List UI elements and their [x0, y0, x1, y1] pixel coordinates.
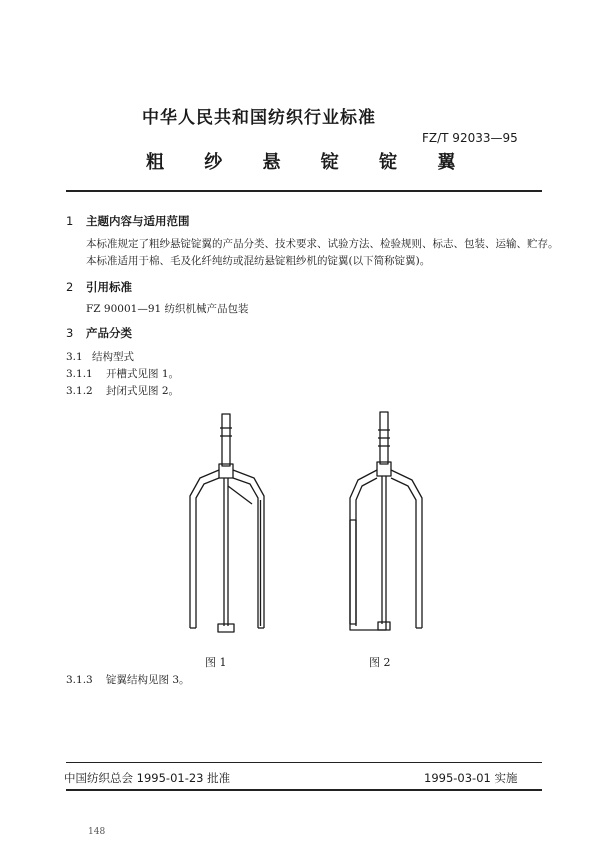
page-number: 148	[88, 827, 106, 837]
section-number: 1	[66, 214, 74, 228]
header-rule	[66, 190, 542, 192]
clause-3-1-1	[66, 366, 179, 381]
figure-1-open-slot-flyer	[170, 400, 300, 640]
paragraph: 本标准适用于棉、毛及化纤纯纺或混纺悬锭粗纱机的锭翼(以下简称锭翼)。	[86, 255, 431, 267]
section-title: 产品分类	[86, 326, 132, 340]
issuing-organization: 中华人民共和国纺织行业标准	[142, 108, 376, 128]
section-number: 2	[66, 280, 74, 294]
standard-code: FZ/T 92033—95	[422, 131, 518, 145]
clause-number: 3.1	[66, 351, 83, 363]
clause-3-1	[66, 349, 134, 364]
section-title: 主题内容与适用范围	[86, 214, 190, 228]
document-title: 粗 纱 悬 锭 锭 翼	[146, 152, 473, 173]
clause-3-1-2	[66, 383, 179, 398]
clause-text: 开槽式见图 1。	[106, 368, 180, 380]
footer-rule	[66, 762, 542, 763]
section-3-heading	[66, 325, 132, 341]
reference-standard: FZ 90001—91 纺织机械产品包装	[86, 303, 249, 315]
figure-1-caption: 图 1	[205, 656, 227, 669]
figure-2-closed-flyer	[340, 400, 470, 640]
section-1-heading	[66, 213, 190, 229]
section-number: 3	[66, 326, 74, 340]
clause-text: 锭翼结构见图 3。	[106, 674, 190, 686]
approval-statement: 中国纺织总会 1995-01-23 批准	[64, 771, 231, 785]
clause-number: 3.1.3	[66, 674, 93, 686]
effective-date: 1995-03-01 实施	[424, 771, 518, 785]
section-2-heading	[66, 279, 132, 295]
paragraph: 本标准规定了粗纱悬锭锭翼的产品分类、技术要求、试验方法、检验规则、标志、包装、运输、贮存。	[86, 238, 559, 250]
figure-2-caption: 图 2	[369, 656, 391, 669]
clause-3-1-3	[66, 672, 190, 687]
clause-text: 封闭式见图 2。	[106, 385, 180, 397]
clause-text: 结构型式	[92, 351, 134, 363]
clause-number: 3.1.1	[66, 368, 93, 380]
footer-bottom-rule	[66, 789, 542, 791]
clause-number: 3.1.2	[66, 385, 93, 397]
section-title: 引用标准	[86, 280, 132, 294]
